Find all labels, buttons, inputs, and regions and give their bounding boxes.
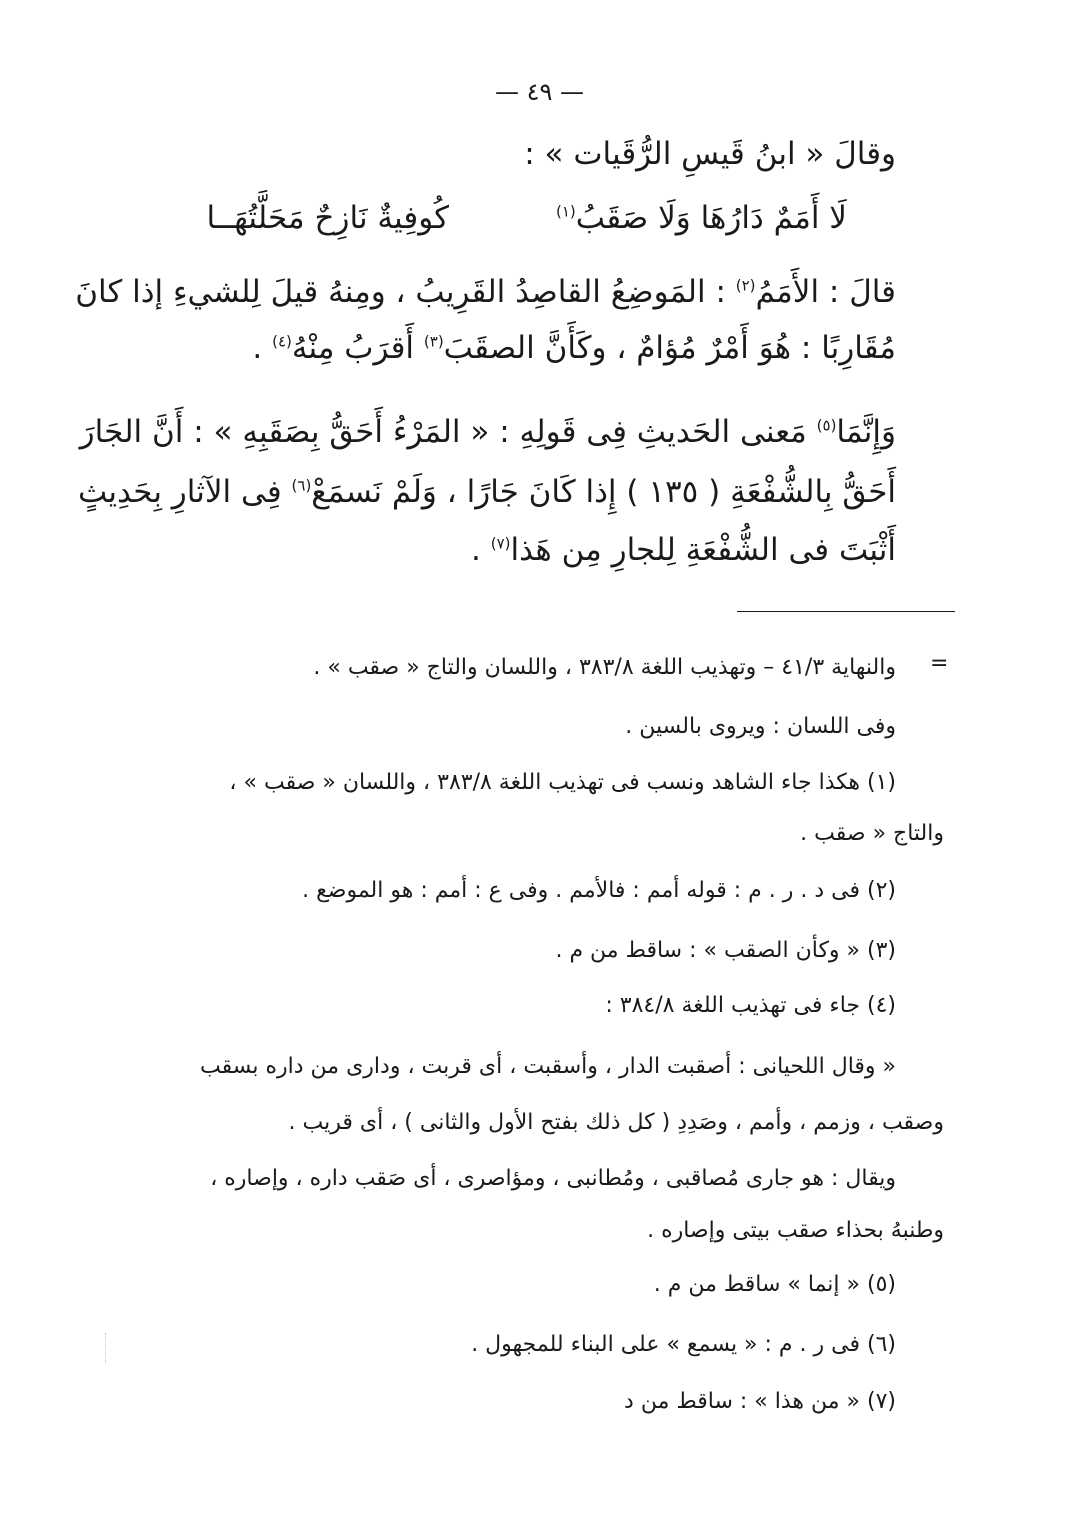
footnote-ref-2: (٢) [735, 276, 756, 295]
para2-line1-rest: مَعنى الحَديثِ فِى قَولِهِ : « المَرْءُ أَحَقُّ بِصَقَبِهِ » : أَنَّ الجَارَ [79, 414, 817, 450]
para1-line2 [252, 330, 896, 367]
footnote-ref-4: (٤) [272, 332, 292, 351]
footnote-line: « وقال اللحيانى : أصقبت الدار ، وأسقبت ، أى قربت ، ودارى من داره بسقب [200, 1054, 896, 1079]
footnote-separator [737, 611, 955, 612]
para2-line2-text: أَحَقُّ بِالشُّفْعَةِ ( ١٣٥ ) إِذا كَانَ جَارًا ، وَلَمْ نَسمَعْ [311, 474, 896, 510]
footnote-ref-5: (٥) [816, 416, 837, 435]
footnote-ref-3: (٣) [423, 332, 444, 351]
para2-line3 [471, 532, 896, 569]
footnote-ref-6: (٦) [291, 476, 312, 495]
para1-line2-rest: أَقرَبُ مِنْهُ [291, 330, 424, 366]
poem-left-hemistich [556, 200, 847, 236]
footnote-line: والتاج « صقب . [800, 821, 944, 846]
intro-line: وقالَ « ابنُ قَيسِ الرُّقَيات » : [524, 136, 896, 172]
footnote-line: (٧) « من هذا » : ساقط من د [624, 1389, 896, 1414]
para1-line1-rest: : المَوضِعُ القاصِدُ القَرِيبُ ، ومِنهُ قيلَ لِلشيءِ إذا كانَ [75, 274, 736, 310]
footnote-line: وفى اللسان : ويروى بالسين . [625, 714, 896, 739]
footnote-line: (٦) فى ر . م : « يسمع » على البناء للمجهول . [471, 1332, 896, 1357]
footnote-line: (٣) « وكأن الصقب » : ساقط من م . [555, 938, 896, 963]
para1-line1 [75, 274, 896, 311]
para1-line2-end: . [252, 330, 273, 366]
para2-line2 [78, 474, 896, 511]
footnote-line: (٤) جاء فى تهذيب اللغة ٣٨٤/٨ : [605, 993, 896, 1018]
footnote-line: (٢) فى د . ر . م : قوله أمم : فالأمم . وفى ع : أمم : هو الموضع . [302, 878, 896, 903]
para2-line3-text: أَثْبَتَ فى الشُّفْعَةِ لِلجارِ مِن هَذا [510, 532, 896, 568]
footnote-line: (٥) « إنما » ساقط من م . [653, 1272, 896, 1297]
footnote-ref-7: (٧) [490, 534, 511, 553]
footnote-line: والنهاية ٤١/٣ – وتهذيب اللغة ٣٨٣/٨ ، واللسان والتاج « صقب » . [313, 655, 896, 680]
para2-line3-rest: . [470, 532, 491, 568]
para1-line2-text: مُقَارِبًا : هُوَ أَمْرٌ مُؤامٌ ، وكَأَنَّ الصقَبَ [443, 330, 896, 366]
footnote-line: ويقال : هو جارى مُصاقبى ، ومُطانبى ، ومؤاصرى ، أى صَقب داره ، وإصاره ، [210, 1166, 896, 1191]
footnote-ref-1: (١) [555, 202, 576, 221]
poem-left-text: لَا أَمَمٌ دَارُهَا وَلَا صَقَبُ [575, 200, 847, 236]
para1-line1-text: قالَ : الأَمَمُ [755, 274, 896, 310]
para2-line1 [80, 414, 896, 451]
para2-line2-rest: فِى الآثارِ بِحَدِيثٍ [77, 474, 292, 510]
para2-line1-text: وَإِنَّمَا [836, 414, 896, 450]
scan-margin-mark [105, 1333, 116, 1363]
footnote-line: وطنبهُ بحذاء صقب بيتى وإصاره . [647, 1218, 944, 1243]
footnote-line: (١) هكذا جاء الشاهد ونسب فى تهذيب اللغة ٣٨٣/٨ ، واللسان « صقب » ، [229, 770, 896, 795]
page-number: — ٤٩ — [494, 78, 585, 106]
poem-right-hemistich: كُوفِيةٌ نَازِحٌ مَحَلَّتُهَــا [206, 200, 449, 236]
footnote-line: وصقب ، وزمم ، وأمم ، وصَدِدِ ( كل ذلك بفتح الأول والثانى ) ، أى قريب . [288, 1110, 944, 1135]
continuation-mark: = [930, 651, 949, 676]
